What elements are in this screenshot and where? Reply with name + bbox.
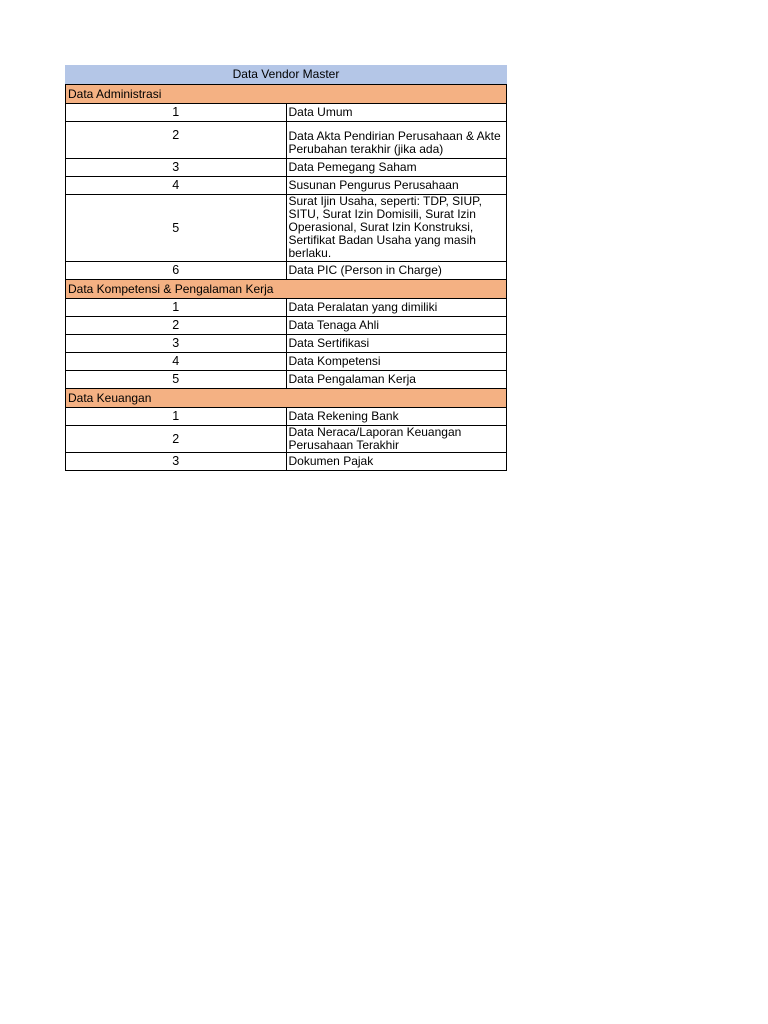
row-description: Data Sertifikasi [286, 335, 507, 353]
table-row [66, 371, 507, 389]
section-header-row [66, 85, 507, 104]
row-number: 5 [66, 195, 287, 262]
table-row [66, 104, 507, 122]
table-row [66, 299, 507, 317]
row-number: 2 [66, 426, 287, 453]
table-row [66, 408, 507, 426]
vendor-master-table [65, 84, 507, 471]
table-row [66, 335, 507, 353]
row-description: Data Umum [286, 104, 507, 122]
row-number: 6 [66, 262, 287, 280]
row-number: 3 [66, 453, 287, 471]
section-header-row [66, 389, 507, 408]
row-number: 4 [66, 177, 287, 195]
row-number: 1 [66, 408, 287, 426]
section-label-kompetensi: Data Kompetensi & Pengalaman Kerja [66, 280, 507, 299]
section-header-row [66, 280, 507, 299]
row-number: 3 [66, 335, 287, 353]
table-row [66, 195, 507, 262]
vendor-master-sheet [65, 65, 507, 471]
table-row [66, 177, 507, 195]
row-number: 5 [66, 371, 287, 389]
row-description: Data Kompetensi [286, 353, 507, 371]
row-description: Data Pengalaman Kerja [286, 371, 507, 389]
row-description: Data Rekening Bank [286, 408, 507, 426]
row-number: 4 [66, 353, 287, 371]
row-description: Data Pemegang Saham [286, 159, 507, 177]
row-description: Dokumen Pajak [286, 453, 507, 471]
row-description: Surat Ijin Usaha, seperti: TDP, SIUP, SITU, Surat Izin Domisili, Surat Izin Operasional, Surat Izin Konstruksi, Sertifikat Badan Usaha yang masih berlaku. [286, 195, 507, 262]
row-description: Data Tenaga Ahli [286, 317, 507, 335]
table-row [66, 262, 507, 280]
table-row [66, 122, 507, 159]
section-label-administrasi: Data Administrasi [66, 85, 507, 104]
row-description: Data Peralatan yang dimiliki [286, 299, 507, 317]
row-description: Data PIC (Person in Charge) [286, 262, 507, 280]
row-description: Data Neraca/Laporan Keuangan Perusahaan Terakhir [286, 426, 507, 453]
table-row [66, 159, 507, 177]
row-description: Susunan Pengurus Perusahaan [286, 177, 507, 195]
section-label-keuangan: Data Keuangan [66, 389, 507, 408]
table-row [66, 353, 507, 371]
row-number: 3 [66, 159, 287, 177]
row-description: Data Akta Pendirian Perusahaan & Akte Perubahan terakhir (jika ada) [286, 122, 507, 159]
table-row [66, 453, 507, 471]
row-number: 1 [66, 104, 287, 122]
table-row [66, 426, 507, 453]
row-number: 2 [66, 317, 287, 335]
sheet-title: Data Vendor Master [65, 65, 507, 84]
table-row [66, 317, 507, 335]
row-number: 1 [66, 299, 287, 317]
row-number: 2 [66, 122, 287, 159]
